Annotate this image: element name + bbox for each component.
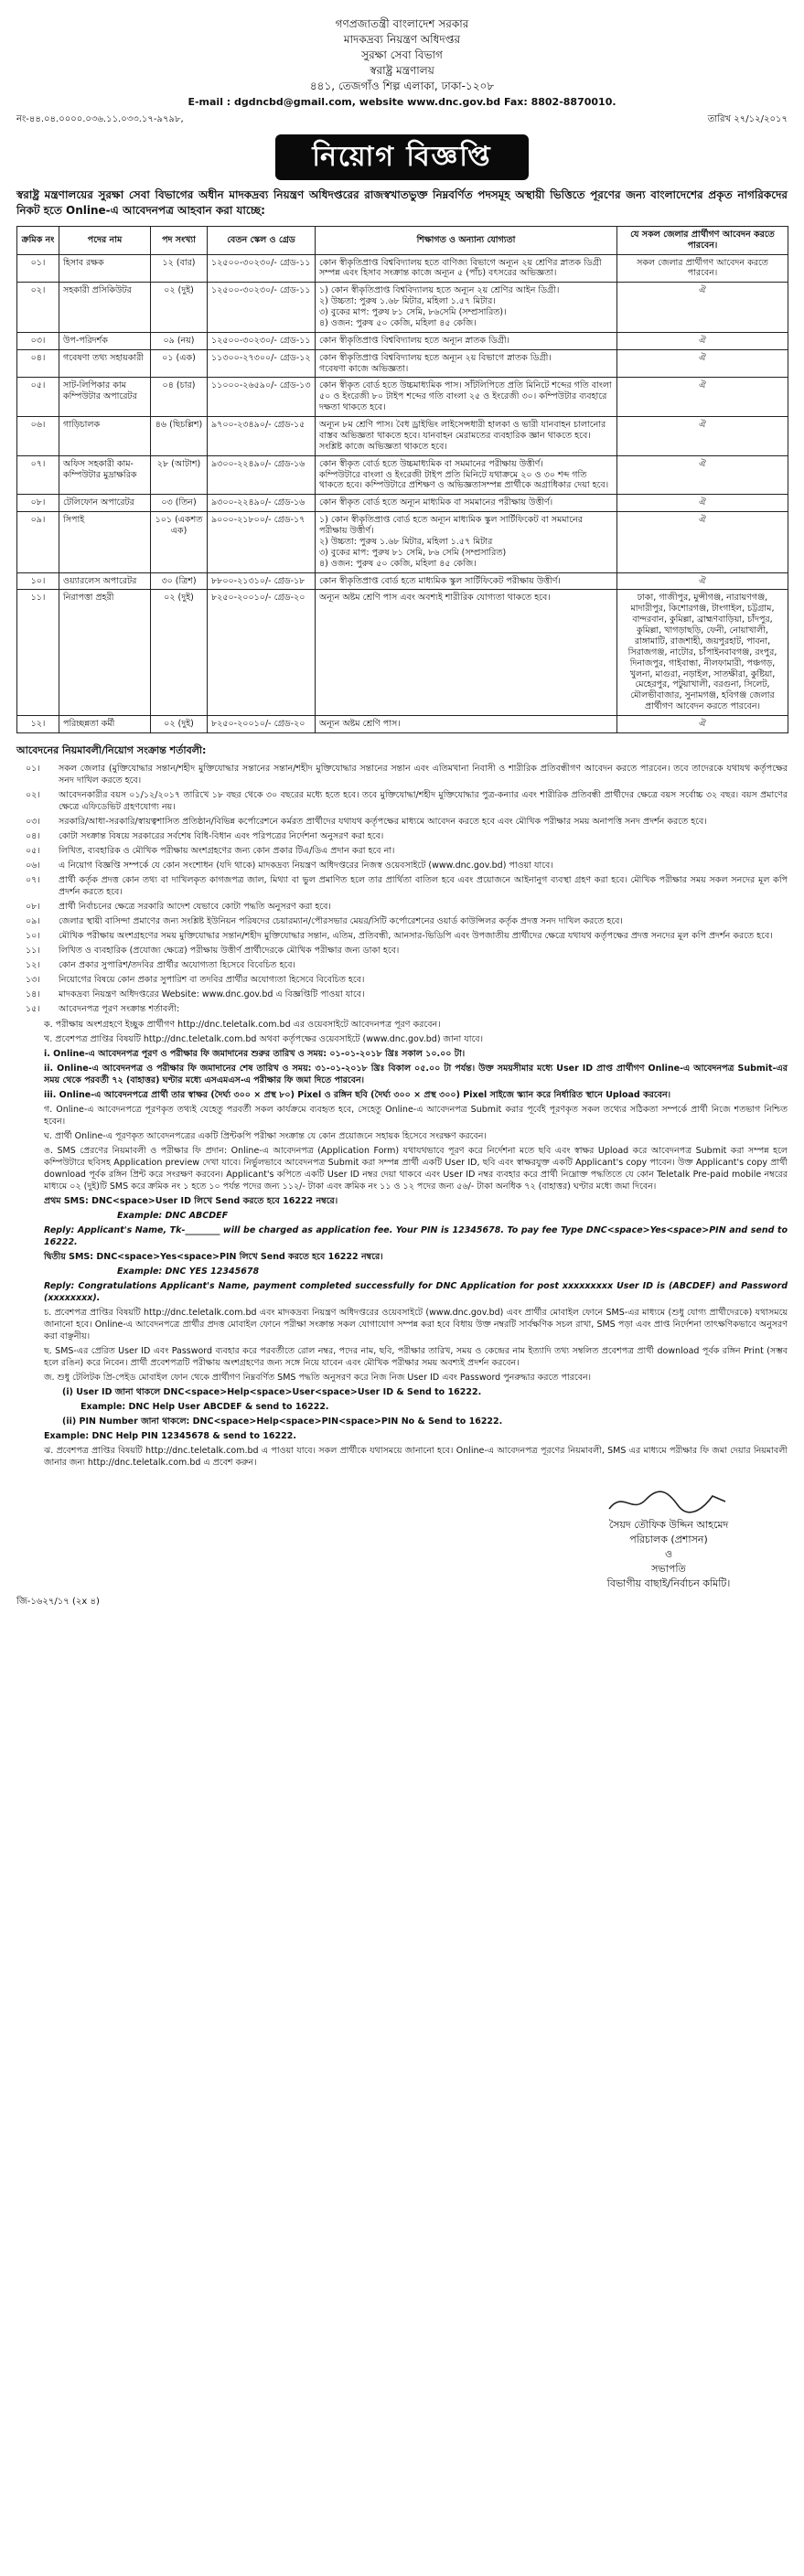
rule-text: সকল জেলার (মুক্তিযোদ্ধার সন্তান/শহীদ মুক্তিযোদ্ধার সন্তানের সন্তান/শহীদ মুক্তিযোদ্ধার সন্তানের সন্তান এবং এতিমখানা নিবাসী ও শারীরিক প্রতিবন্ধীগণ আবেদন করতে পারবেন। তবে তাদেরকে যথাযথ কর্তৃপক্ষের সনদ দাখিল করতে হবে।: [59, 763, 788, 786]
qualification-item: ১) কোন স্বীকৃতিপ্রাপ্ত বোর্ড হতে অন্যূন মাধ্যমিক স্কুল সার্টিফিকেট বা সমমানের পরীক্ষায় উত্তীর্ণ।: [319, 515, 584, 536]
rules-list: [16, 763, 788, 1015]
cell-qualification: [316, 572, 617, 590]
cell-districts: সকল জেলার প্রার্থীগণ আবেদন করতে পারবেন।: [617, 254, 788, 283]
cell-count: ০৩ (তিন): [151, 495, 208, 512]
cell-count: ০১ (এক): [151, 349, 208, 378]
cell-qualification: [316, 716, 617, 733]
cell-count: ১২ (বার): [151, 254, 208, 283]
table-row: [17, 716, 788, 733]
header-line-5: ৪৪১, তেজগাঁও শিল্প এলাকা, ঢাকা-১২০৮: [309, 80, 495, 92]
cell-scale: ৯৩০০-২২৪৯০/- গ্রেড-১৬: [208, 455, 316, 495]
cell-qualification: [316, 378, 617, 417]
header-line-1: গণপ্রজাতন্ত্রী বাংলাদেশ সরকার: [335, 17, 469, 30]
cell-post: সিপাই: [59, 512, 151, 572]
rule-item: [16, 816, 788, 828]
cell-scale: ৮২৫০-২০০১০/- গ্রেড-২০: [208, 590, 316, 716]
cell-count: ১০১ (একশত এক): [151, 512, 208, 572]
rule-item: [16, 789, 788, 813]
cell-districts: ঐ: [617, 332, 788, 349]
apply-g: গ. Online-এ আবেদনপত্রে পূরণকৃত তথ্যই যেহেতু পরবর্তী সকল কার্যক্রমে ব্যবহৃত হবে, সেহেতু Online-এ আবেদনপত্র Submit করার পূর্বেই পূরণকৃত সকল তথ্যের সঠিকতা সম্পর্কে প্রার্থী নিজে শতভাগ নিশ্চিত হবেন।: [44, 1104, 788, 1127]
rule-item: [16, 763, 788, 786]
table-row: [17, 590, 788, 716]
cell-count: ৪৬ (ছিচল্লিশ): [151, 417, 208, 456]
signatory-title: পরিচালক (প্রশাসন): [629, 1533, 708, 1545]
cell-scale: ৯৩০০-২২৪৯০/- গ্রেড-১৬: [208, 495, 316, 512]
table-row: [17, 455, 788, 495]
apply-i: i. Online-এ আবেদনপত্র পূরণ ও পরীক্ষার ফি জমাদানের শুরুর তারিখ ও সময়: ০১-০১-২০১৮ খ্রিঃ সকাল ১০.০০ টা।: [44, 1048, 466, 1059]
cell-districts: ঐ: [617, 512, 788, 572]
cell-post: গাড়িচালক: [59, 417, 151, 456]
rule-item: [16, 930, 788, 942]
memo-number: নং-৪৪.০৪.০০০০.০৩৬.১১.০৩৩.১৭-৯৭৯৮,: [16, 113, 184, 124]
apply-jh: ঝ. প্রবেশপত্র প্রাপ্তির বিষয়টি http://dnc.teletalk.com.bd এ পাওয়া যাবে। সকল প্রার্থীকে যথাসময়ে জানানো হবে। Online-এ আবেদনপত্র পূরণের নিয়মাবলী, SMS এর মাধ্যমে পরীক্ষার ফি জমা দেয়ার নিয়মাবলী জানার জন্য http://dnc.teletalk.com.bd এ প্রবেশ করুন।: [44, 1445, 788, 1468]
cell-districts: ঐ: [617, 417, 788, 456]
qualification-item: কোন স্বীকৃত বোর্ড হতে উচ্চমাধ্যমিক বা সমমানের পরীক্ষায় উত্তীর্ণ।: [319, 458, 543, 469]
recover-pin: (ii) PIN Number জানা থাকলে: DNC<space>Help<space>PIN<space>PIN No & Send to 16222.: [62, 1416, 503, 1427]
rule-text: জেলার স্থায়ী বাসিন্দা প্রমাণের জন্য সংশ্লিষ্ট ইউনিয়ন পরিষদের চেয়ারম্যান/পৌরসভার মেয়র/সিটি কর্পোরেশনের ওয়ার্ড কাউন্সিলর কর্তৃক প্রদত্ত সনদ দাখিল করতে হবে।: [59, 915, 623, 926]
contact-line: E-mail : dgdncbd@gmail.com, website www.dnc.gov.bd Fax: 8802-8870010.: [188, 96, 616, 108]
rule-text: সরকারি/আধা-সরকারি/স্বায়ত্বশাসিত প্রতিষ্ঠান/বিভিন্ন কর্পোরেশনে কর্মরত প্রার্থীদের যথাযথ কর্তৃপক্ষের মাধ্যমে আবেদন করতে হবে এবং মৌখিক পরীক্ষার সময় অনাপত্তি সনদ প্রদর্শন করতে হবে।: [59, 816, 707, 827]
cell-post: সাট-লিপিকার কাম কম্পিউটার অপারেটর: [59, 378, 151, 417]
col-header-qualification: শিক্ষাগত ও অন্যান্য যোগ্যতা: [316, 226, 617, 254]
rule-number: ১০।: [26, 930, 40, 941]
cell-post: ওয়্যারলেস অপারেটর: [59, 572, 151, 590]
govt-header: [16, 16, 788, 94]
cell-count: ০২ (দুই): [151, 590, 208, 716]
qualification-item: ২) উচ্চতা: পুরুষ ১.৬৮ মিটার, মহিলা ১.৫৭ মিটার: [319, 536, 493, 547]
rule-text: নিয়োগের বিষয়ে কোন প্রকার সুপারিশ বা তদবির প্রার্থীর অযোগ্যতা হিসেবে বিবেচিত হবে।: [59, 974, 365, 985]
vacancy-table: [16, 226, 788, 733]
cell-qualification: [316, 283, 617, 333]
header-line-4: স্বরাষ্ট্র মন্ত্রণালয়: [370, 64, 434, 77]
cell-scale: ১১৩০০-২৭৩০০/- গ্রেড-১২: [208, 349, 316, 378]
rule-item: [16, 845, 788, 857]
sms2-instruction: দ্বিতীয় SMS: DNC<space>Yes<space>PIN লিখে Send করতে হবে 16222 নম্বরে।: [44, 1251, 383, 1262]
col-header-districts: যে সকল জেলার প্রার্থীগণ আবেদন করতে পারবেন।: [617, 226, 788, 254]
rule-number: ১১।: [26, 945, 40, 956]
cell-serial: ০৫।: [17, 378, 59, 417]
rule-item: [16, 989, 788, 1000]
qualification-item: কোন স্বীকৃতিপ্রাপ্ত বোর্ড হতে মাধ্যমিক স্কুল সার্টিফিকেট পরীক্ষায় উত্তীর্ণ।: [319, 575, 561, 586]
col-header-scale: বেতন স্কেল ও গ্রেড: [208, 226, 316, 254]
apply-ii: ii. Online-এ আবেদনপত্র ও পরীক্ষার ফি জমাদানের শেষ তারিখ ও সময়: ৩১-০১-২০১৮ খ্রিঃ বিকাল ০৫.০০ টা পর্যন্ত। উক্ত সময়সীমার মধ্যে User ID প্রাপ্ত প্রার্থীগণ Online-এ আবেদনপত্র Submit-এর সময় থেকে পরবর্তী ৭২ (বাহাত্তর) ঘণ্টার মধ্যে এসএমএস-এ পরীক্ষার ফি জমা দিতে পারবেন।: [44, 1063, 788, 1085]
rule-item: [16, 830, 788, 842]
cell-post: টেলিফোন অপারেটর: [59, 495, 151, 512]
rule-number: ০৮।: [26, 901, 40, 912]
cell-post: পরিচ্ছন্নতা কর্মী: [59, 716, 151, 733]
apply-j: জ. শুধু টেলিটক প্রি-পেইড মোবাইল ফোন থেকে প্রার্থীগণ নিম্নবর্ণিত SMS পদ্ধতি অনুসরণ করে নিজ নিজ User ID এবং Password পুনরুদ্ধার করতে পারবেন।: [44, 1372, 592, 1383]
notice-date: তারিখ ২৭/১২/২০১৭: [707, 113, 788, 124]
table-row: [17, 332, 788, 349]
rule-text: আবেদনপত্র পূরণ সংক্রান্ত শর্তাবলী:: [59, 1003, 180, 1014]
cell-post: উপ-পরিদর্শক: [59, 332, 151, 349]
rules-title: আবেদনের নিয়মাবলী/নিয়োগ সংক্রান্ত শর্তাবলী:: [16, 743, 207, 756]
cell-serial: ০২।: [17, 283, 59, 333]
rule-number: ১৩।: [26, 974, 40, 985]
cell-districts: ঐ: [617, 349, 788, 378]
cell-serial: ১১।: [17, 590, 59, 716]
cell-count: ০৯ (নয়): [151, 332, 208, 349]
cell-count: ০৪ (চার): [151, 378, 208, 417]
cell-qualification: [316, 417, 617, 456]
qualification-item: অন্যূন অষ্টম শ্রেণি পাস।: [319, 719, 401, 729]
table-header-row: [17, 226, 788, 254]
cell-serial: ১২।: [17, 716, 59, 733]
cell-serial: ০৭।: [17, 455, 59, 495]
cell-scale: ১২৫০০-৩০২৩০/- গ্রেড-১১: [208, 254, 316, 283]
cell-count: ২৮ (আটাশ): [151, 455, 208, 495]
col-header-post: পদের নাম: [59, 226, 151, 254]
rule-number: ০৫।: [26, 845, 40, 856]
qualification-item: সংশ্লিষ্ট কাজে অভিজ্ঞতা থাকতে হবে।: [319, 441, 447, 452]
rule-item: [16, 945, 788, 957]
cell-scale: ১২৫০০-৩০২৩০/- গ্রেড-১১: [208, 283, 316, 333]
cell-count: ০২ (দুই): [151, 283, 208, 333]
qualification-item: ৩) বুকের মাপ: পুরুষ ৮১ সেমি, ৮৬ সেমি (সম্প্রসারিত): [319, 547, 507, 558]
cell-qualification: [316, 495, 617, 512]
cell-qualification: [316, 455, 617, 495]
cell-count: ৩০ (ত্রিশ): [151, 572, 208, 590]
qualification-item: কোন স্বীকৃতিপ্রাপ্ত বিশ্ববিদ্যালয় হতে অন্যূন ২য় বিভাগে স্নাতক ডিগ্রী।: [319, 352, 552, 363]
table-row: [17, 512, 788, 572]
table-row: [17, 378, 788, 417]
cell-serial: ০৪।: [17, 349, 59, 378]
rule-text: এ নিয়োগ বিজ্ঞপ্তি সম্পর্কে যে কোন সংশোধন (যদি থাকে) মাদকদ্রব্য নিয়ন্ত্রণ অধিদপ্তরের নিজস্ব ওয়েবসাইটে (www.dnc.gov.bd) পাওয়া যাবে।: [59, 860, 553, 871]
rule-item: [16, 959, 788, 971]
sms2-example: Example: DNC YES 12345678: [117, 1266, 260, 1277]
cell-scale: ১১০০০-২৬৫৯০/- গ্রেড-১৩: [208, 378, 316, 417]
cell-districts: ঢাকা, গাজীপুর, মুন্সীগঞ্জ, নারায়ণগঞ্জ, মাদারীপুর, কিশোরগঞ্জ, টাংগাইল, চট্টগ্রাম, বান্দরবান, কুমিল্লা, ব্রাহ্মণবাড়িয়া, চাঁদপুর, কুমিল্লা, খাগড়াছড়ি, ফেনী, নোয়াখালী, রাঙ্গামাটি, রাজশাহী, জয়পুরহাট, পাবনা, সিরাজগঞ্জ, নাটোর, চাঁপাইনবাবগঞ্জ, রংপুর, দিনাজপুর, গাইবান্ধা, নীলফামারী, পঞ্চগড়, খুলনা, মাগুরা, নড়াইল, সাতক্ষীরা, কুষ্টিয়া, মেহেরপুর, পটুয়াখালী, বরগুনা, সিলেট, মৌলভীবাজার, সুনামগঞ্জ, হবিগঞ্জ জেলার প্রার্থীগণ আবেদন করতে পারবেন।: [617, 590, 788, 716]
vacancy-table-body: [17, 254, 788, 732]
qualification-item: অন্যূন অষ্টম শ্রেণি পাস এবং অবশ্যই শারীরিক যোগ্যতা থাকতে হবে।: [319, 593, 551, 604]
cell-scale: ৮৮০০-২১৩১০/- গ্রেড-১৮: [208, 572, 316, 590]
handwritten-signature: [550, 1487, 788, 1518]
cell-districts: ঐ: [617, 495, 788, 512]
rule-item: [16, 860, 788, 871]
cell-serial: ০৮।: [17, 495, 59, 512]
table-row: [17, 283, 788, 333]
sms2-reply: Reply: Congratulations Applicant's Name, payment completed successfully for DNC Application for post xxxxxxxxx User ID is (ABCDEF) and Password (xxxxxxxx).: [44, 1280, 788, 1303]
recover-user-id-example: Example: DNC Help User ABCDEF & send to 16222.: [80, 1401, 329, 1412]
rule-number: ১৪।: [26, 989, 40, 999]
rule-item: [16, 874, 788, 898]
rule-text: আবেদনকারীর বয়স ০১/১২/২০১৭ তারিখে ১৮ বছর থেকে ৩০ বছরের মধ্যে হতে হবে। তবে মুক্তিযোদ্ধা/শহীদ মুক্তিযোদ্ধার পুত্র-কন্যার এবং শারীরিক প্রতিবন্ধী প্রার্থীদের ক্ষেত্রে বয়স সর্বোচ্চ ৩২ বছর। বয়স প্রমাণের ক্ষেত্রে এফিডেভিট গ্রহণযোগ্য নয়।: [59, 789, 788, 812]
cell-post: অফিস সহকারী কাম-কম্পিউটার মুদ্রাক্ষরিক: [59, 455, 151, 495]
signatory-role-1: সভাপতি: [651, 1562, 686, 1575]
cell-post: নিরাপত্তা প্রহরী: [59, 590, 151, 716]
qualification-item: কম্পিউটারে বাংলা ও ইংরেজী টাইপ প্রতি মিনিটে যথাক্রমে ২০ ও ৩০ শব্দ গতি থাকতে হবে। কম্পিউটারে প্রশিক্ষণ ও অভিজ্ঞতাসম্পন্ন প্রার্থীকে অগ্রাধিকার দেয়া হবে।: [319, 469, 609, 491]
rule-item: [16, 915, 788, 927]
cell-serial: ০৩।: [17, 332, 59, 349]
cell-districts: ঐ: [617, 716, 788, 733]
recover-user-id: (i) User ID জানা থাকলে DNC<space>Help<space>User<space>User ID & Send to 16222.: [62, 1386, 482, 1397]
rule-text: লিখিত ও ব্যবহারিক (প্রযোজ্য ক্ষেত্রে) পরীক্ষায় উত্তীর্ণ প্রার্থীদেরকে মৌখিক পরীক্ষার জন্য ডাকা হবে।: [59, 945, 400, 956]
apply-sms-intro: ঙ. SMS প্রেরণের নিয়মাবলী ও পরীক্ষার ফি প্রদান: Online-এ আবেদনপত্র (Application Form) যথাযথভাবে পূরণ করে নির্দেশনা মতে ছবি এবং স্বাক্ষর Upload করে আবেদনপত্র Submit করা সম্পন্ন হলে কম্পিউটারে ছবিসহ Application preview দেখা যাবে। নির্ভুলভাবে আবেদনপত্র Submit করা সম্পন্ন প্রার্থী একটি User ID, ছবি এবং স্বাক্ষরযুক্ত একটি Applicant's copy পাবেন। উক্ত Applicant's copy প্রার্থী download পূর্বক রঙ্গিন প্রিন্ট করে সংরক্ষণ করবেন। Applicant's কপিতে একটি User ID নম্বর দেয়া থাকবে এবং User ID নম্বর ব্যবহার করে প্রার্থী নিম্নোক্ত পদ্ধতিতে যে কোন Teletalk Pre-paid mobile নম্বরের মাধ্যমে ০২ (দুই)টি SMS করে ক্রমিক নং ১ হতে ১০ পর্যন্ত পদের জন্য ১১২/- টাকা এবং ক্রমিক নং ১১ ও ১২ পদের জন্য ৫৬/- টাকা অনধিক ৭২ (বাহাত্তর) ঘণ্টার মধ্যে জমা দিবেন।: [44, 1145, 788, 1192]
reference-row: [16, 114, 788, 126]
rule-item: [16, 974, 788, 986]
recover-pin-example: Example: DNC Help PIN 12345678 & send to 16222.: [44, 1430, 296, 1441]
signatory-name: সৈয়দ তৌফিক উদ্দিন আহমেদ: [608, 1518, 729, 1531]
rule-number: ০৩।: [26, 816, 40, 827]
footer-code: জি-১৬২৭/১৭ (২x ৪): [16, 1596, 100, 1607]
qualification-item: অন্যূন ৮ম শ্রেণি পাস। বৈধ ড্রাইভিং লাইসেন্সধারী হালকা ও ভারী যানবাহন চালানোর বাস্তব অভিজ্ঞতা থাকতে হবে। যানবাহন মেরামতের ব্যবহারিক জ্ঞান থাকতে হবে।: [319, 420, 606, 441]
rule-text: কোন প্রকার সুপারিশ/তদবির প্রার্থীর অযোগ্যতা হিসেবে বিবেচিত হবে।: [59, 959, 295, 970]
qualification-item: ৪) ওজন: পুরুষ ৫০ কেজি, মহিলা ৪৫ কেজি।: [319, 317, 477, 328]
cell-qualification: [316, 590, 617, 716]
qualification-item: কোন স্বীকৃত বোর্ড হতে অন্যূন মাধ্যমিক বা সমমানের পরীক্ষায় উত্তীর্ণ।: [319, 497, 553, 508]
qualification-item: কোন স্বীকৃতিপ্রাপ্ত বিশ্ববিদ্যালয় হতে বাণিজ্য বিভাগে অন্যূন ২য় শ্রেণির স্নাতক ডিগ্রী সম্পন্ন এবং হিসাব সংক্রান্ত কাজে অন্যূন ৫ (পাঁচ) বৎসরের অভিজ্ঞতা।: [319, 257, 602, 279]
apply-b: খ. প্রবেশপত্র প্রাপ্তির বিষয়টি http://dnc.teletalk.com.bd অথবা কর্তৃপক্ষের ওয়েবসাইটে (www.dnc.gov.bd) জানা যাবে।: [44, 1033, 483, 1044]
table-row: [17, 572, 788, 590]
cell-post: গবেষণা তথ্য সহায়কারী: [59, 349, 151, 378]
cell-serial: ০৯।: [17, 512, 59, 572]
header-line-2: মাদকদ্রব্য নিয়ন্ত্রণ অধিদপ্তর: [343, 33, 461, 46]
cell-count: ০২ (দুই): [151, 716, 208, 733]
rule-number: ০৪।: [26, 830, 40, 841]
cell-scale: ৮২৫০-২০০১০/- গ্রেড-২০: [208, 716, 316, 733]
rule-text: মাদকদ্রব্য নিয়ন্ত্রণ অধিদপ্তরের Website: www.dnc.gov.bd এ বিজ্ঞপ্তিটি পাওয়া যাবে।: [59, 989, 365, 999]
qualification-item: ১) কোন স্বীকৃতিপ্রাপ্ত বিশ্ববিদ্যালয় হতে অন্যূন ২য় শ্রেণির আইন ডিগ্রী।: [319, 285, 560, 296]
rule-number: ০৭।: [26, 874, 40, 885]
table-row: [17, 254, 788, 283]
apply-ch: চ. প্রবেশপত্র প্রাপ্তির বিষয়টি http://dnc.teletalk.com.bd এবং মাদকদ্রব্য নিয়ন্ত্রণ অধিদপ্তরের ওয়েবসাইটে (www.dnc.gov.bd) এবং প্রার্থীর মোবাইল ফোনে SMS-এর মাধ্যমে (শুধু যোগ্য প্রার্থীদেরকে) যথাসময়ে জানানো হবে। Online-এ আবেদনপত্রে প্রার্থীর প্রদত্ত মোবাইল ফোনে পরীক্ষা সংক্রান্ত সকল যোগাযোগ সম্পন্ন করা হবে বিধায় উক্ত নম্বরটি সার্বক্ষণিক সচল রাখা, SMS পড়া এবং প্রাপ্ত নির্দেশনা তাৎক্ষণিকভাবে অনুসরণ করা বাঞ্ছনীয়।: [44, 1307, 788, 1341]
rule-text: কোটা সংক্রান্ত বিষয়ে সরকারের সর্বশেষ বিধি-বিধান এবং পরিপত্রের নির্দেশনা অনুসরণ করা হবে।: [59, 830, 384, 841]
rule-item: [16, 901, 788, 913]
signatory-role-2: বিভাগীয় বাছাই/নির্বাচন কমিটি।: [606, 1577, 731, 1589]
qualification-item: কোন স্বীকৃত বোর্ড হতে উচ্চমাধ্যমিক পাস। সাঁটলিপিতে প্রতি মিনিটে শব্দের গতি বাংলা ৫০ ও ইংরেজী ৮০ টাইপ শব্দের গতি বাংলা ২৫ ও ইংরেজী ৩০। কম্পিউটার ব্যবহারে দক্ষতা থাকতে হবে।: [319, 380, 612, 413]
rule-number: ১৫।: [26, 1003, 40, 1014]
header-line-3: সুরক্ষা সেবা বিভাগ: [361, 48, 443, 61]
col-header-serial: ক্রমিক নং: [17, 226, 59, 254]
cell-serial: ০৬।: [17, 417, 59, 456]
table-row: [17, 495, 788, 512]
rule-number: ০১।: [26, 763, 40, 774]
rule-text: মৌখিক পরীক্ষায় অংশগ্রহণের সময় মুক্তিযোদ্ধার সন্তান/শহীদ মুক্তিযোদ্ধার সন্তান, এতিম, প্রতিবন্ধী, আনসার-ভিডিপি এবং উপজাতীয় প্রার্থীদের ক্ষেত্রে যথাযথ কর্তৃপক্ষের প্রদত্ত সনদের মূল কপি প্রদর্শন করতে হবে।: [59, 930, 773, 941]
cell-post: হিসাব রক্ষক: [59, 254, 151, 283]
cell-qualification: [316, 349, 617, 378]
qualification-item: ২) উচ্চতা: পুরুষ ১.৬৮ মিটার, মহিলা ১.৫৭ মিটার।: [319, 296, 496, 307]
cell-districts: ঐ: [617, 455, 788, 495]
sms1-instruction: প্রথম SMS: DNC<space>User ID লিখে Send করতে হবে 16222 নম্বরে।: [44, 1195, 338, 1206]
cell-scale: ৯৭০০-২৩৪৯০/- গ্রেড-১৫: [208, 417, 316, 456]
cell-districts: ঐ: [617, 378, 788, 417]
apply-a: ক. পরীক্ষায় অংশগ্রহণে ইচ্ছুক প্রার্থীগণ http://dnc.teletalk.com.bd এর ওয়েবসাইটে আবেদনপত্র পূরণ করবেন।: [44, 1019, 441, 1030]
rule-text: প্রার্থী নির্বাচনের ক্ষেত্রে সরকারি আদেশ যেভাবে কোটা পদ্ধতি অনুসরণ করা হবে।: [59, 901, 331, 912]
cell-scale: ১২৫০০-৩০২৩০/- গ্রেড-১১: [208, 332, 316, 349]
qualification-item: ৪) ওজন: পুরুষ ৫০ কেজি, মহিলা ৪৫ কেজি।: [319, 558, 477, 569]
rule-number: ০৬।: [26, 860, 40, 871]
rule-text: প্রার্থী কর্তৃক প্রদত্ত কোন তথ্য বা দাখিলকৃত কাগজপত্র জাল, মিথ্যা বা ভুল প্রমাণিত হলে তার প্রার্থিতা বাতিল হবে এবং প্রয়োজনে আইনানুগ ব্যবস্থা গ্রহণ করা হবে। মৌখিক পরীক্ষার সময় সকল সনদের মূল কপি প্রদর্শন করতে হবে।: [59, 874, 788, 897]
signatory-and: ও: [664, 1547, 673, 1560]
cell-districts: ঐ: [617, 572, 788, 590]
rule-number: ১২।: [26, 959, 40, 970]
cell-districts: ঐ: [617, 283, 788, 333]
sms1-example: Example: DNC ABCDEF: [117, 1210, 229, 1221]
cell-qualification: [316, 512, 617, 572]
cell-serial: ০১।: [17, 254, 59, 283]
banner-wrap: [16, 134, 788, 180]
rule-text: লিখিত, ব্যবহারিক ও মৌখিক পরীক্ষায় অংশগ্রহণের জন্য কোন প্রকার টিএ/ডিএ প্রদান করা হবে না।: [59, 845, 395, 856]
sms1-reply: Reply: Applicant's Name, Tk-________ will be charged as application fee. Your PIN is 12345678. To pay fee Type DNC<space>Yes<space>PIN and send to 16222.: [44, 1224, 788, 1247]
rule-number: ০২।: [26, 789, 40, 800]
signature-block: [550, 1487, 788, 1591]
table-row: [17, 417, 788, 456]
cell-serial: ১০।: [17, 572, 59, 590]
apply-gh: ঘ. প্রার্থী Online-এ পূরণকৃত আবেদনপত্রের একটি প্রিন্টকপি পরীক্ষা সংক্রান্ত যে কোন প্রয়োজনে সহায়ক হিসেবে সংরক্ষণ করবেন।: [44, 1130, 487, 1141]
apply-chh: ছ. SMS-এর প্রেরিত User ID এবং Password ব্যবহার করে পরবর্তীতে রোল নম্বর, পদের নাম, ছবি, পরীক্ষার তারিখ, সময় ও কেন্দ্রের নাম ইত্যাদি তথ্য সম্বলিত প্রবেশপত্র প্রার্থী download পূর্বক রঙ্গিন Print (সম্ভব হলে রঙিন) করে নিবেন। প্রার্থী প্রবেশপত্রটি পরীক্ষায় অংশগ্রহণের জন্য সঙ্গে নিয়ে যাবেন এবং মৌখিক পরীক্ষার সময় অবশ্যই প্রদর্শন করবেন।: [44, 1345, 788, 1368]
cell-scale: ৯০০০-২১৮০০/- গ্রেড-১৭: [208, 512, 316, 572]
qualification-item: গবেষণা কাজে অভিজ্ঞতা।: [319, 363, 409, 374]
qualification-item: ৩) বুকের মাপ: পুরুষ ৮১ সেমি, ৮৬সেমি (সম্প্রসারিত)।: [319, 307, 507, 317]
application-instructions: [16, 1019, 788, 1469]
apply-iii: iii. Online-এ আবেদনপত্রে প্রার্থী তার স্বাক্ষর (দৈর্ঘ্য ৩০০ × প্রস্থ ৮০) Pixel ও রঙ্গিন ছবি (দৈর্ঘ্য ৩০০ × প্রস্থ ৩০০) Pixel সাইজে স্ক্যান করে নির্ধারিত স্থানে Upload করবেন।: [44, 1089, 671, 1100]
cell-qualification: [316, 332, 617, 349]
cell-post: সহকারী প্রসিকিউটর: [59, 283, 151, 333]
rule-number: ০৯।: [26, 915, 40, 926]
rule-item: [16, 1003, 788, 1015]
intro-paragraph: স্বরাষ্ট্র মন্ত্রণালয়ের সুরক্ষা সেবা বিভাগের অধীন মাদকদ্রব্য নিয়ন্ত্রণ অধিদপ্তরের রাজস্বখাতভুক্ত নিম্নবর্ণিত পদসমূহ অস্থায়ী ভিত্তিতে পূরণের জন্য বাংলাদেশের প্রকৃত নাগরিকদের নিকট হতে Online-এ আবেদনপত্র আহবান করা যাচ্ছে:: [16, 187, 788, 217]
qualification-item: কোন স্বীকৃতিপ্রাপ্ত বিশ্ববিদ্যালয় হতে অন্যূন স্নাতক ডিগ্রী।: [319, 335, 510, 346]
recruitment-banner: নিয়োগ বিজ্ঞপ্তি: [275, 134, 528, 180]
col-header-count: পদ সংখ্যা: [151, 226, 208, 254]
table-row: [17, 349, 788, 378]
cell-qualification: [316, 254, 617, 283]
